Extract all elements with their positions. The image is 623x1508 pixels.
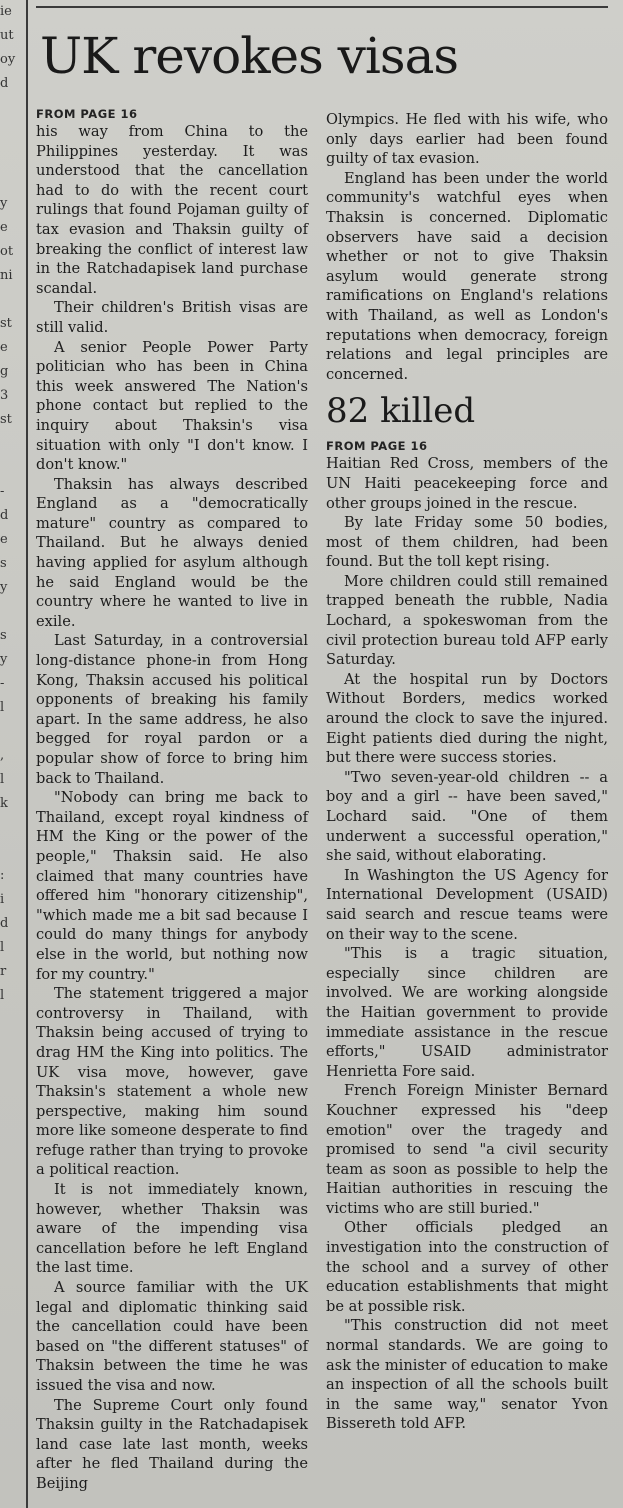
margin-text-fragment (0, 0, 18, 1508)
paragraph: In Washington the US Agency for International Development (USAID) said search and rescue teams were on their way to the scene. (326, 866, 608, 943)
margin-fragment-line: d (0, 916, 9, 931)
paragraph: England has been under the world community's watchful eyes when Thaksin is concerned. Diplomatic observers have said a decision whether or not to give Thaksin asylum would generate strong ramifications on England's relations with Thailand, as well as London's reputations when democracy, foreign relations and legal principles are concerned. (326, 169, 608, 383)
paragraph: his way from China to the Philippines yesterday. It was understood that the cancellation had to do with the recent court rulings that found Pojaman guilty of tax evasion and Thaksin guilty of breaking the conflict of interest law in the Ratchadapisek land purchase scandal. (36, 123, 308, 297)
column-divider (26, 0, 28, 1508)
margin-fragment-line (0, 288, 18, 312)
margin-fragment-line (0, 1056, 18, 1080)
margin-fragment-line (0, 720, 18, 744)
paragraph: Their children's British visas are still valid. (36, 299, 308, 336)
headline-uk-revokes-visas: UK revokes visas (40, 27, 459, 85)
margin-fragment-line (0, 168, 18, 192)
margin-fragment-line (0, 96, 18, 120)
margin-fragment-line: e (0, 340, 8, 355)
paragraph: "This construction did not meet normal standards. We are going to ask the minister of education to make an inspection of all the schools built in the same way," senator Yvon Bissereth told AFP. (326, 1317, 608, 1433)
paragraph: French Foreign Minister Bernard Kouchner expressed his "deep emotion" over the tragedy and promised to send "a civil security team as soon as possible to help the Haitian authorities in rescuing the victims who are still buried." (326, 1082, 608, 1217)
paragraph: Olympics. He fled with his wife, who only days earlier had been found guilty of tax evasion. (326, 111, 608, 168)
kicker-from-page-16: FROM PAGE 16 (36, 107, 138, 121)
margin-fragment-line (0, 1104, 18, 1128)
margin-fragment-line: ie (0, 4, 12, 19)
margin-fragment-line (0, 1008, 18, 1032)
margin-fragment-line: r (0, 964, 7, 979)
margin-fragment-line (0, 840, 18, 864)
paragraph: Other officials pledged an investigation into the construction of the school and a survey of other education establishments that might be at possible risk. (326, 1219, 608, 1315)
paragraph: A source familiar with the UK legal and diplomatic thinking said the cancellation could have been based on "the different statuses" of Thaksin between the time he was issued the visa and now. (36, 1279, 308, 1394)
margin-fragment-line (0, 456, 18, 480)
margin-fragment-line: y (0, 652, 8, 667)
margin-fragment-line: l (0, 772, 5, 787)
margin-fragment-line: l (0, 940, 5, 955)
margin-fragment-line: - (0, 484, 5, 499)
margin-fragment-line (0, 120, 18, 144)
margin-fragment-line: : (0, 868, 5, 883)
paragraph: A senior People Power Party politician who has been in China this week answered The Nation's phone contact but replied to the inquiry about Thaksin's visa situation with only "I don't know. I don't know." (36, 338, 308, 474)
paragraph: The Supreme Court only found Thaksin guilty in the Ratchadapisek land case late last month, weeks after he fled Thailand during the Beijing (36, 1396, 308, 1492)
column-right (326, 110, 608, 1434)
margin-fragment-line: e (0, 220, 8, 235)
margin-fragment-line: g (0, 364, 9, 379)
paragraph: At the hospital run by Doctors Without Borders, medics worked around the clock to save the injured. Eight patients died during the night, but there were success stories. (326, 670, 608, 767)
margin-fragment-line: y (0, 580, 8, 595)
margin-fragment-line: st (0, 316, 12, 331)
paragraph: By late Friday some 50 bodies, most of them children, had been found. But the toll kept rising. (326, 514, 608, 571)
paragraph: "This is a tragic situation, especially since children are involved. We are working alongside the Haitian government to provide immediate assistance in the rescue efforts," USAID administrator Henrietta Fore said. (326, 945, 608, 1080)
margin-fragment-line (0, 432, 18, 456)
paragraph: Thaksin has always described England as a "democratically mature" country as compared to Thailand. But he always denied having applied for asylum although he said England would be the country where he wanted to live in exile. (36, 475, 308, 630)
paragraph: It is not immediately known, however, whether Thaksin was aware of the impending visa cancellation before he left England the last time. (36, 1181, 308, 1277)
margin-fragment-line: oy (0, 52, 16, 67)
paragraph: More children could still remained trapped beneath the rubble, Nadia Lochard, a spokeswoman from the civil protection bureau told AFP early Saturday. (326, 572, 608, 669)
margin-fragment-line: 3 (0, 388, 9, 403)
margin-fragment-line: - (0, 676, 5, 691)
margin-fragment-line: i (0, 892, 5, 907)
margin-fragment-line: e (0, 532, 8, 547)
margin-fragment-line: , (0, 748, 5, 763)
margin-fragment-line: d (0, 76, 9, 91)
margin-fragment-line: y (0, 196, 8, 211)
margin-fragment-line: st (0, 412, 12, 427)
margin-fragment-line: l (0, 988, 5, 1003)
margin-fragment-line: ut (0, 28, 14, 43)
margin-fragment-line: k (0, 796, 8, 811)
margin-fragment-line (0, 600, 18, 624)
paragraph: Last Saturday, in a controversial long-distance phone-in from Hong Kong, Thaksin accused his political opponents of breaking his family apart. In the same address, he also begged for royal pardon or a popular show of force to bring him back to Thailand. (36, 632, 308, 787)
margin-fragment-line: ot (0, 244, 14, 259)
margin-fragment-line (0, 1080, 18, 1104)
margin-fragment-line: s (0, 628, 7, 643)
margin-fragment-line (0, 144, 18, 168)
margin-fragment-line: ni (0, 268, 13, 283)
margin-fragment-line: d (0, 508, 9, 523)
margin-fragment-line (0, 816, 18, 840)
kicker-from-page-16: FROM PAGE 16 (326, 439, 428, 454)
paragraph: "Two seven-year-old children -- a boy and a girl -- have been saved," Lochard said. "One of them underwent a successful operation," she said, without elaborating. (326, 768, 608, 865)
paragraph: The statement triggered a major controversy in Thailand, with Thaksin being accused of trying to drag HM the King into politics. The UK visa move, however, gave Thaksin's statement a whole new perspective, making him sound more like someone desperate to find refuge rather than trying to provoke a political reaction. (36, 985, 308, 1179)
paragraph: Haitian Red Cross, members of the UN Haiti peacekeeping force and other groups joined in the rescue. (326, 455, 608, 512)
headline-82-killed: 82 killed (326, 391, 476, 432)
top-rule (36, 6, 608, 8)
paragraph: "Nobody can bring me back to Thailand, except royal kindness of HM the King or the power of the people," Thaksin said. He also claimed that many countries have offered him "honorary citizenship", "which made me a bit sad because I could do many things for anybody else in the world, but nothing now for my country." (36, 789, 308, 983)
margin-fragment-line: s (0, 556, 7, 571)
margin-fragment-line (0, 1032, 18, 1056)
margin-fragment-line: l (0, 700, 5, 715)
column-left (36, 106, 308, 1494)
